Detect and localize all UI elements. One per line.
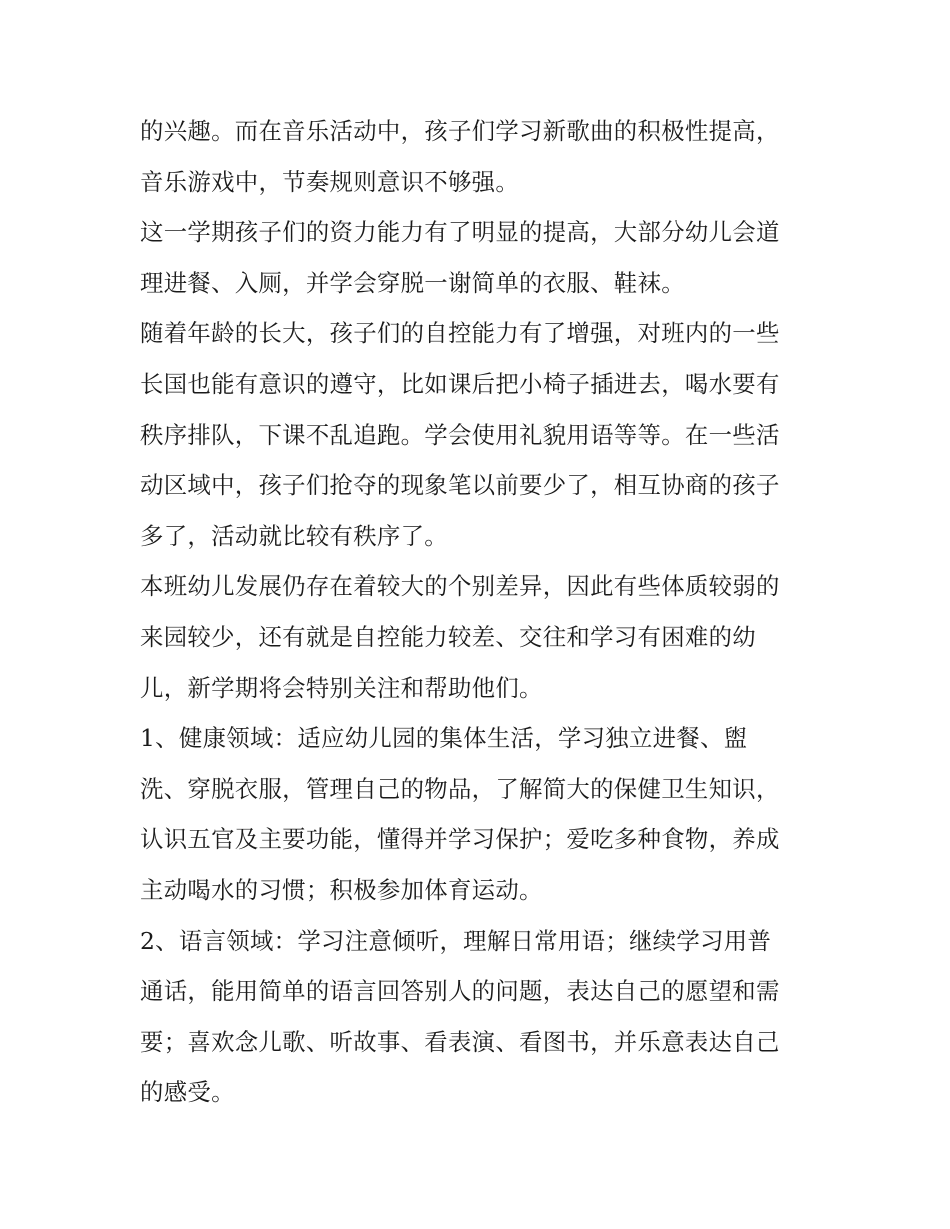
text-line-7: 秩序排队，下课不乱追跑。学会使用礼貌用语等等。在一些活 (140, 420, 780, 449)
text-line-16: 主动喝水的习惯；积极参加体育运动。 (140, 875, 543, 904)
text-line-15: 认识五官及主要功能，懂得并学习保护；爱吃多种食物，养成 (140, 825, 780, 854)
text-line-17: 2、语言领域：学习注意倾听，理解日常用语；继续学习用普 (140, 926, 772, 955)
text-line-13: 1、健康领域：适应幼儿园的集体生活，学习独立进餐、盥 (140, 724, 748, 753)
text-line-20: 的感受。 (140, 1078, 235, 1107)
text-line-9: 多了，活动就比较有秩序了。 (140, 521, 448, 550)
text-line-14: 洗、穿脱衣服，管理自己的物品，了解简大的保健卫生知识， (140, 774, 780, 803)
text-line-2: 音乐游戏中，节奏规则意识不够强。 (140, 167, 520, 196)
text-line-8: 动区域中，孩子们抢夺的现象笔以前要少了，相互协商的孩子 (140, 471, 780, 500)
document-body (140, 106, 815, 1118)
text-line-3: 这一学期孩子们的资力能力有了明显的提高，大部分幼儿会道 (140, 218, 780, 247)
text-line-10: 本班幼儿发展仍存在着较大的个别差异，因此有些体质较弱的 (140, 572, 780, 601)
text-line-5: 随着年龄的长大，孩子们的自控能力有了增强，对班内的一些 (140, 319, 780, 348)
text-line-6: 长国也能有意识的遵守，比如课后把小椅子插进去，喝水要有 (140, 369, 780, 398)
text-line-19: 要；喜欢念儿歌、听故事、看表演、看图书，并乐意表达自己 (140, 1027, 780, 1056)
text-line-18: 通话，能用简单的语言回答别人的问题，表达自己的愿望和需 (140, 977, 780, 1006)
text-line-1: 的兴趣。而在音乐活动中，孩子们学习新歌曲的积极性提高， (140, 117, 780, 145)
text-line-11: 来园较少，还有就是自控能力较差、交往和学习有困难的幼 (140, 622, 756, 651)
text-line-4: 理进餐、入厕，并学会穿脱一谢简单的衣服、鞋袜。 (140, 268, 685, 297)
text-line-12: 儿，新学期将会特别关注和帮助他们。 (140, 673, 543, 702)
